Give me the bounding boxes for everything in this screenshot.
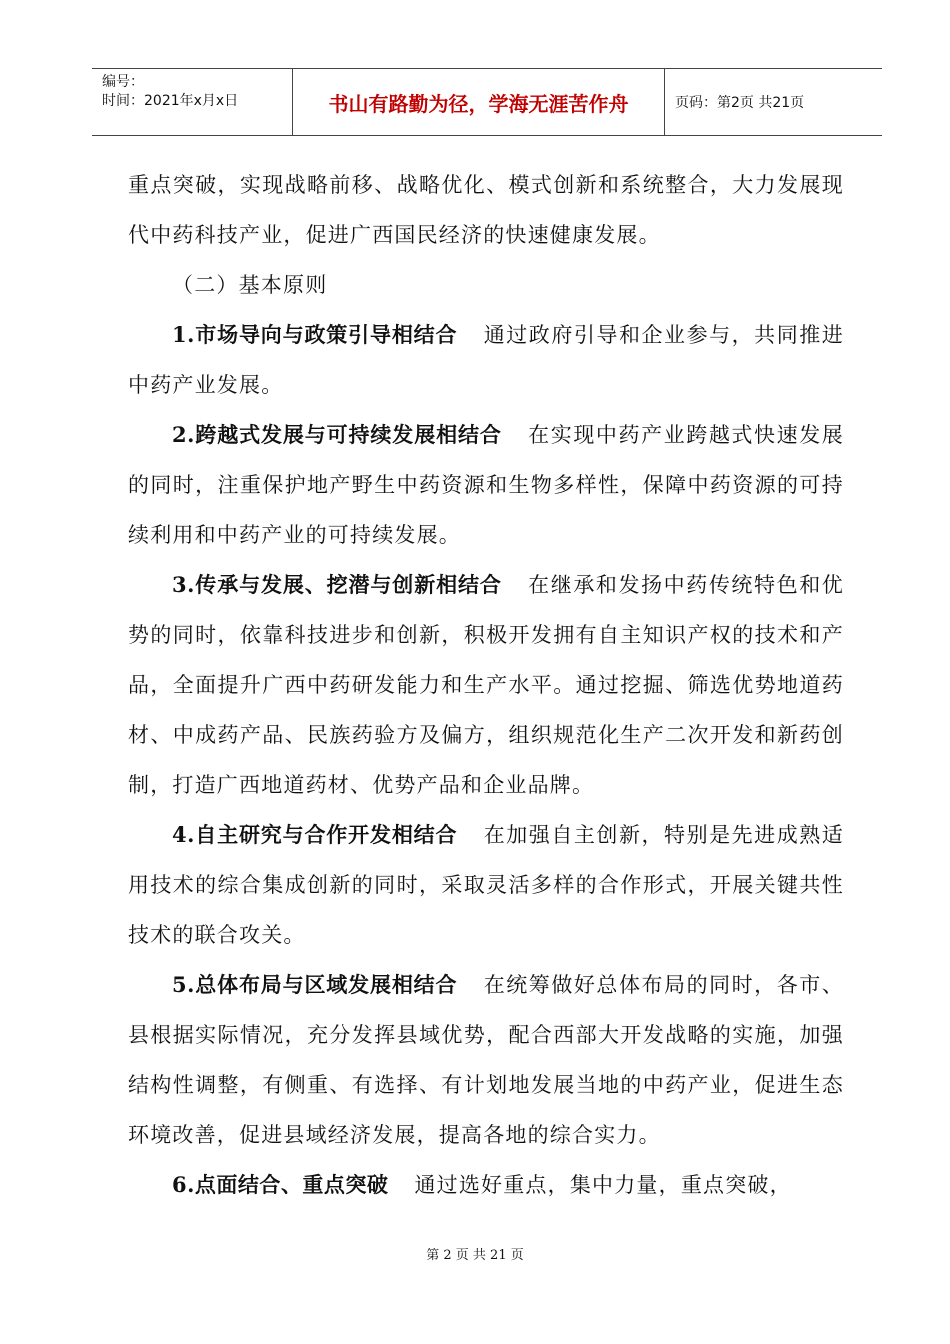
document-body: [128, 160, 844, 1210]
principle-title: 5.总体布局与区域发展相结合: [172, 972, 458, 997]
principle-text: 在继承和发扬中药传统特色和优势的同时，依靠科技进步和创新，积极开发拥有自主知识产权的技术和产品，全面提升广西中药研发能力和生产水平。通过挖掘、筛选优势地道药材、中成药产品、民族药验方及偏方，组织规范化生产二次开发和新药创制，打造广西地道药材、优势产品和企业品牌。: [128, 573, 844, 797]
page-label: 页码：第2页 共21页: [675, 95, 805, 111]
motto: 书山有路勤为径，学海无涯苦作舟: [328, 91, 629, 116]
principle-text: 在统筹做好总体布局的同时，各市、县根据实际情况，充分发挥县域优势，配合西部大开发战略的实施，加强结构性调整，有侧重、有选择、有计划地发展当地的中药产业，促进生态环境改善，促进县域经济发展，提高各地的综合实力。: [128, 973, 845, 1147]
principle-title: 2.跨越式发展与可持续发展相结合: [172, 422, 502, 447]
serial-label: 编号：: [102, 74, 144, 90]
header-left-cell: [92, 69, 293, 135]
principle-text: 在实现中药产业跨越式快速发展的同时，注重保护地产野生中药资源和生物多样性，保障中药资源的可持续利用和中药产业的可持续发展。: [128, 423, 844, 547]
principle-text: 通过政府引导和企业参与，共同推进中药产业发展。: [128, 323, 845, 397]
principle-6: [128, 1160, 844, 1210]
principle-5: [128, 960, 844, 1160]
principle-text: 在加强自主创新，特别是先进成熟适用技术的综合集成创新的同时，采取灵活多样的合作形式，开展关键共性技术的联合攻关。: [128, 823, 845, 947]
principle-text: 通过选好重点，集中力量，重点突破，: [414, 1173, 792, 1197]
principle-4: [128, 810, 844, 960]
principle-title: 1.市场导向与政策引导相结合: [172, 322, 458, 347]
header-table: [92, 68, 882, 136]
header-motto-cell: [293, 69, 665, 135]
principle-title: 3.传承与发展、挖潜与创新相结合: [172, 572, 502, 597]
principle-2: [128, 410, 844, 560]
principle-title: 4.自主研究与合作开发相结合: [172, 822, 458, 847]
time-label: 时间：2021年x月x日: [102, 93, 239, 109]
principle-3: [128, 560, 844, 810]
header-right-cell: [665, 69, 882, 135]
principle-title: 6.点面结合、重点突破: [172, 1172, 389, 1197]
paragraph-intro: 重点突破，实现战略前移、战略优化、模式创新和系统整合，大力发展现代中药科技产业，促进广西国民经济的快速健康发展。: [128, 173, 844, 247]
principle-1: [128, 310, 844, 410]
section-heading: （二）基本原则: [172, 273, 328, 297]
footer-page-number: 第 2 页 共 21 页: [426, 1248, 524, 1263]
page-footer: [0, 1244, 950, 1263]
